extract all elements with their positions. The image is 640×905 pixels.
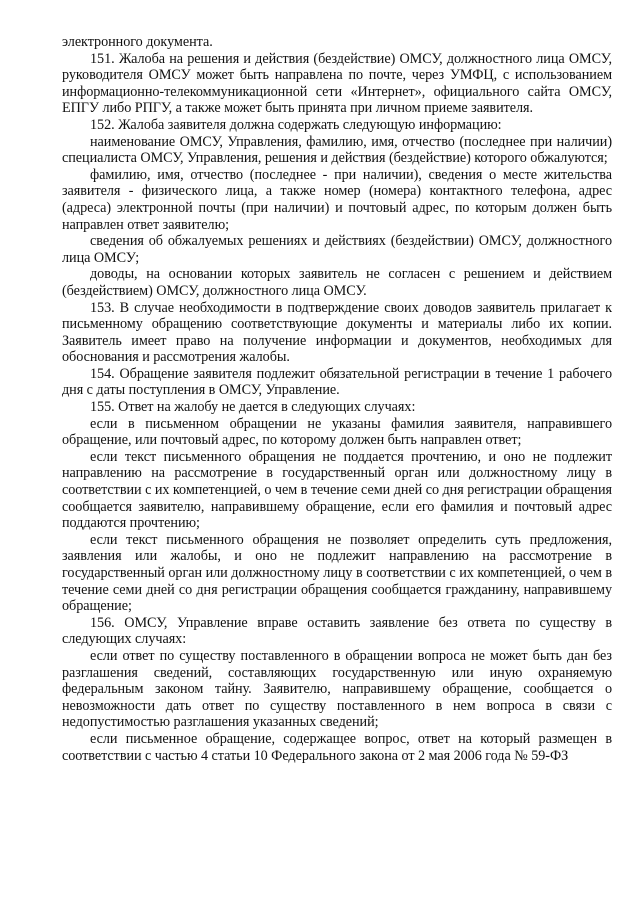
paragraph: наименование ОМСУ, Управления, фамилию, имя, отчество (последнее при наличии) специалиста ОМСУ, Управления, решения и действия (бездействие) которого обжалуются; [62, 133, 612, 167]
paragraph: 154. Обращение заявителя подлежит обязательной регистрации в течение 1 рабочего дня с даты поступления в ОМСУ, Управление. [62, 365, 612, 399]
paragraph: 151. Жалоба на решения и действия (бездействие) ОМСУ, должностного лица ОМСУ, руководителя ОМСУ может быть направлена по почте, через УМФЦ, с использованием информационно-телекоммуникационной сети «Интернет», официального сайта ОМСУ, ЕПГУ либо РПГУ, а также может быть принята при личном приеме заявителя. [62, 50, 612, 117]
paragraph: 152. Жалоба заявителя должна содержать следующую информацию: [90, 116, 502, 133]
paragraph: фамилию, имя, отчество (последнее - при наличии), сведения о месте жительства заявителя - физического лица, а также номер (номера) контактного телефона, адрес (адреса) электронной почты (при наличии) и почтовый адрес, по которым должен быть направлен ответ заявителю; [62, 166, 612, 233]
paragraph: если текст письменного обращения не поддается прочтению, и оно не подлежит направлению на рассмотрение в государственный орган или должностному лицу в соответствии с их компетенцией, о чем в течение семи дней со дня регистрации обращения сообщается заявителю, направившему обращение, если его фамилия и почтовый адрес поддаются прочтению; [62, 448, 612, 532]
paragraph: 153. В случае необходимости в подтверждение своих доводов заявитель прилагает к письменному обращению соответствующие документы и материалы либо их копии. Заявитель имеет право на получение информации и документов, необходимых для обоснования и рассмотрения жалобы. [62, 299, 612, 366]
paragraph: сведения об обжалуемых решениях и действиях (бездействии) ОМСУ, должностного лица ОМСУ; [62, 233, 612, 266]
paragraph: если письменное обращение, содержащее вопрос, ответ на который размещен в соответствии с частью 4 статьи 10 Федерального закона от 2 мая 2006 года № 59-ФЗ [62, 730, 612, 764]
paragraph: 156. ОМСУ, Управление вправе оставить заявление без ответа по существу в следующих случаях: [62, 614, 612, 648]
paragraph: если текст письменного обращения не позволяет определить суть предложения, заявления или жалобы, и оно не подлежит направлению на рассмотрение в государственный орган или должностному лицу в соответствии с их компетенцией, о чем в течение семи дней со дня регистрации обращения сообщается гражданину, направившему обращение; [62, 531, 612, 615]
paragraph: электронного документа. [62, 34, 213, 50]
paragraph: 155. Ответ на жалобу не дается в следующих случаях: [90, 399, 416, 416]
paragraph: доводы, на основании которых заявитель не согласен с решением и действием (бездействием) ОМСУ, должностного лица ОМСУ. [62, 266, 612, 299]
paragraph: если ответ по существу поставленного в обращении вопроса не может быть дан без разглашения сведений, составляющих государственную или иную охраняемую федеральным законом тайну. Заявителю, направившему обращение, сообщается о невозможности дать ответ по существу поставленного в нем вопроса в связи с недопустимостью разглашения указанных сведений; [62, 647, 612, 731]
paragraph: если в письменном обращении не указаны фамилия заявителя, направившего обращение, или почтовый адрес, по которому должен быть направлен ответ; [62, 415, 612, 449]
